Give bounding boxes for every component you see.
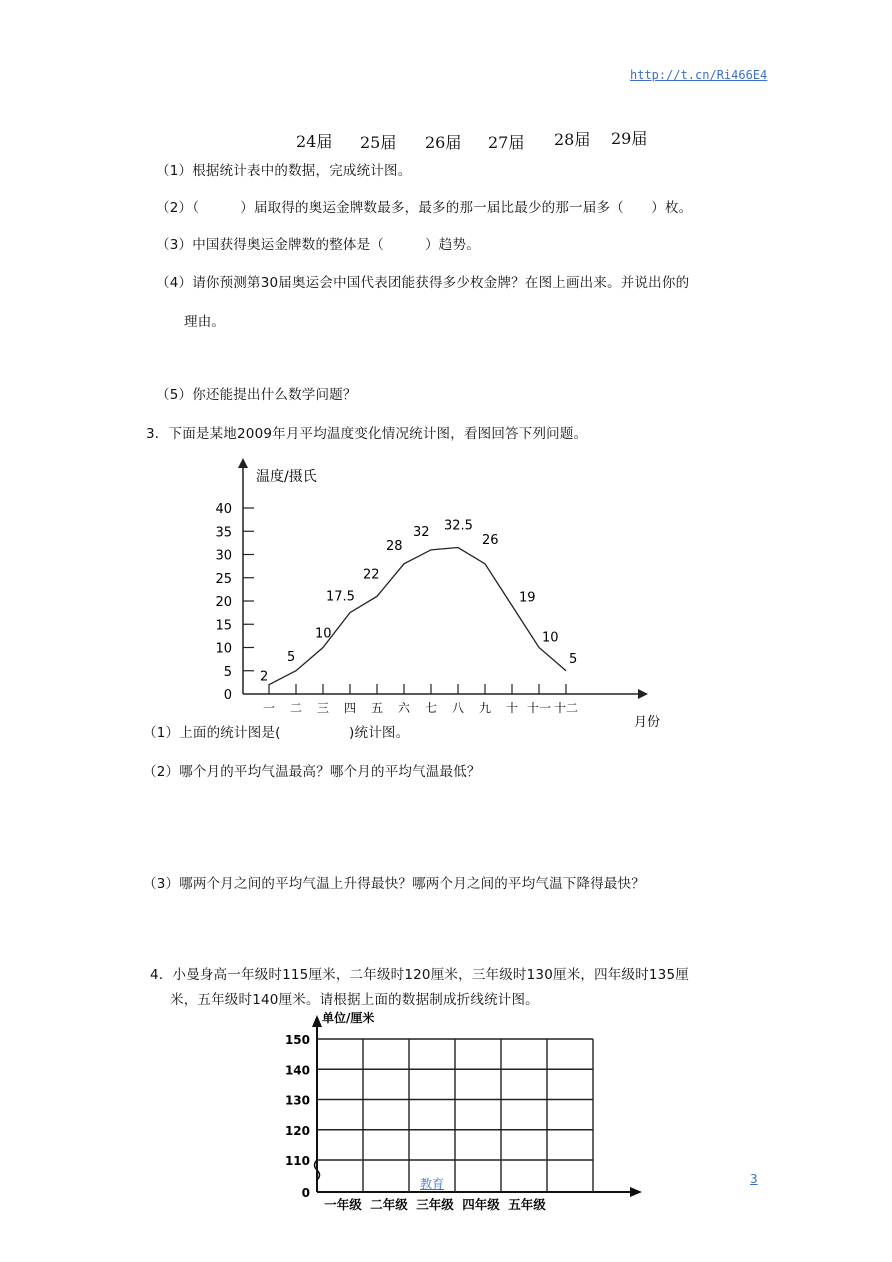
x-tick-label: 四 — [343, 701, 357, 715]
height-grid-chart — [0, 1005, 892, 1220]
q2-sub3: （3）中国获得奥运金牌数的整体是（ ）趋势。 — [156, 237, 480, 253]
edition-label: 25届 — [360, 133, 397, 152]
q3-sub2: （2）哪个月的平均气温最高？哪个月的平均气温最低？ — [143, 764, 481, 780]
x-tick-label: 四年级 — [462, 1197, 500, 1212]
page-number: 3 — [750, 1172, 758, 1186]
y-tick-label: 25 — [215, 571, 232, 587]
q3-sub3: （3）哪两个月之间的平均气温上升得最快？哪两个月之间的平均气温下降得最快？ — [143, 876, 645, 892]
edition-label: 24届 — [296, 132, 333, 151]
data-label: 5 — [287, 649, 296, 665]
q2-sub2: （2）（ ）届取得的奥运金牌数最多，最多的那一届比最少的那一届多（ ）枚。 — [156, 200, 693, 216]
q2-sub4-line2: 理由。 — [184, 314, 226, 330]
x-tick-label: 三 — [316, 701, 330, 715]
data-label: 19 — [519, 590, 536, 606]
x-tick-label: 十二 — [553, 701, 579, 715]
x-tick-label: 十 — [505, 701, 519, 715]
y-tick-label: 150 — [284, 1033, 310, 1047]
y-tick-label: 5 — [223, 664, 232, 680]
x-tick-label: 六 — [397, 701, 411, 715]
footer-watermark[interactable]: 教育 — [420, 1177, 445, 1191]
x-tick-label: 九 — [478, 701, 492, 715]
temperature-line-chart — [0, 440, 892, 740]
q3-title: 3．下面是某地2009年月平均温度变化情况统计图，看图回答下列问题。 — [146, 426, 588, 442]
data-label: 5 — [569, 651, 578, 667]
y-axis — [238, 458, 248, 694]
edition-label: 26届 — [425, 133, 462, 152]
y-tick-label: 35 — [215, 525, 232, 541]
edition-label: 28届 — [554, 130, 591, 149]
data-label: 17.5 — [326, 589, 355, 605]
x-tick-label: 八 — [451, 701, 465, 715]
y-tick-label: 140 — [284, 1063, 310, 1078]
x-tick-label: 一年级 — [324, 1197, 362, 1212]
q4-line1: 4．小曼身高一年级时115厘米，二年级时120厘米，三年级时130厘米，四年级时135厘 — [150, 967, 689, 983]
q2-sub1: （1）根据统计表中的数据，完成统计图。 — [156, 163, 412, 179]
y-tick-label: 110 — [284, 1154, 310, 1168]
y-tick-label: 40 — [215, 502, 232, 517]
y-tick-label: 130 — [284, 1093, 310, 1108]
q3-sub1: （1）上面的统计图是( )统计图。 — [143, 725, 410, 741]
data-label: 32.5 — [444, 518, 473, 534]
x-tick-label: 二 — [289, 701, 303, 715]
edition-label: 29届 — [611, 129, 648, 148]
y-tick-label: 20 — [215, 595, 232, 610]
editions-row — [0, 126, 892, 150]
data-label: 10 — [315, 626, 332, 642]
y-tick-label: 15 — [215, 618, 232, 634]
y-tick-label: 30 — [215, 548, 232, 564]
data-label: 2 — [260, 669, 269, 685]
y-axis-title: 温度/摄氏 — [256, 469, 317, 485]
edition-label: 27届 — [488, 133, 525, 152]
data-label: 26 — [482, 532, 499, 548]
data-label: 32 — [413, 524, 430, 540]
data-label: 10 — [542, 630, 559, 646]
temperature-series-line — [269, 548, 566, 685]
x-tick-label: 五 — [370, 701, 384, 715]
y-axis-title: 单位/厘米 — [322, 1011, 375, 1025]
x-tick-label: 三年级 — [416, 1197, 454, 1212]
y-tick-label: 10 — [215, 641, 232, 657]
y-axis — [312, 1015, 322, 1192]
data-label: 28 — [386, 538, 403, 554]
x-axis — [243, 689, 648, 699]
x-tick-label: 二年级 — [370, 1197, 408, 1212]
x-tick-label: 一 — [262, 701, 276, 715]
y-tick-label: 120 — [284, 1123, 310, 1138]
y-tick-label: 0 — [223, 688, 232, 703]
x-tick-label: 七 — [424, 701, 438, 715]
data-label: 22 — [363, 567, 380, 583]
header-link[interactable]: http://t.cn/Ri466E4 — [630, 68, 768, 82]
x-tick-label: 十一 — [526, 701, 552, 715]
x-tick-label: 五年级 — [508, 1197, 546, 1212]
x-axis-title: 月份 — [634, 715, 661, 730]
y-tick-label: 0 — [301, 1186, 310, 1200]
q4-line2: 米，五年级时140厘米。请根据上面的数据制成折线统计图。 — [170, 992, 539, 1008]
q2-sub5: （5）你还能提出什么数学问题？ — [156, 387, 357, 403]
q2-sub4-line1: （4）请你预测第30届奥运会中国代表团能获得多少枚金牌？在图上画出来。并说出你的 — [156, 275, 690, 291]
